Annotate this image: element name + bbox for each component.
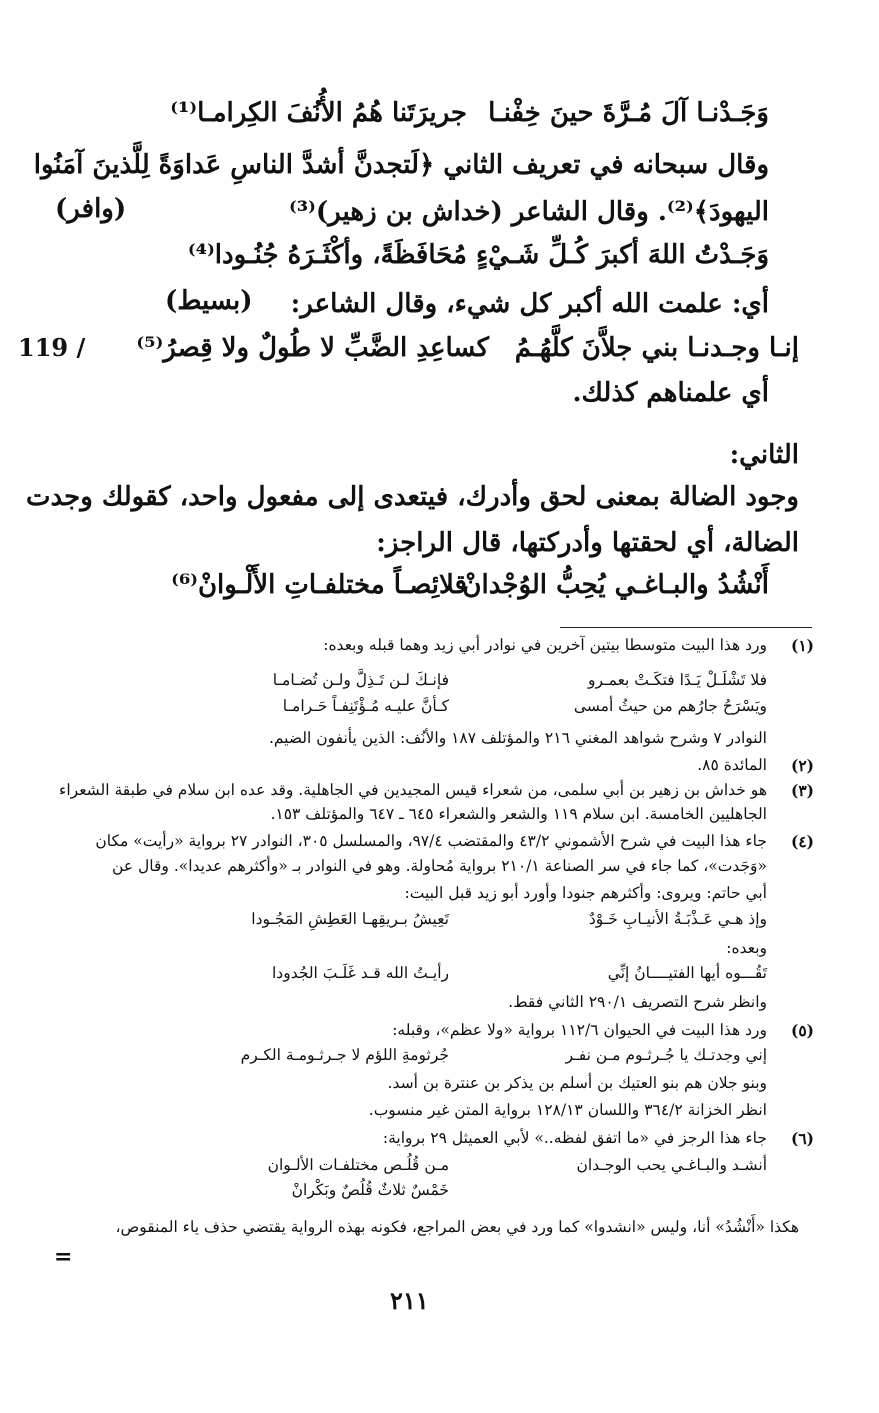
footnote-separator bbox=[560, 627, 812, 628]
verse-3-right: إنـا وجـدنـا بني جلاَّنَ كلَّهُـمُ bbox=[514, 333, 799, 363]
footnote-2-label: (٢) bbox=[790, 756, 814, 775]
footnote-1-verse-2-right: ويَسْرَحُ جارُهم من حيثُ أمسى bbox=[573, 697, 767, 715]
footnote-3-label: (٣) bbox=[790, 781, 814, 800]
verse-1-left: جريرَتَنا هُمُ الأُنُفَ الكِرامـا⁽¹⁾ bbox=[170, 98, 467, 128]
footnote-4-verse-2-left: رأيـتُ الله قـد غَلَـبَ الجُدودا bbox=[272, 964, 449, 982]
footnote-1-label: (١) bbox=[790, 636, 814, 655]
para-line-2: الضالة، أي لحقتها وأدركتها، قال الراجز: bbox=[376, 528, 799, 558]
footnote-6-label: (٦) bbox=[790, 1129, 814, 1148]
footnote-6-line-2: هكذا «أَنْشُدُ» أنا، وليس «انشدوا» كما ورد في بعض المراجع، فكونه بهذه الرواية يقتضي حذف ياء المنقوص، bbox=[115, 1218, 799, 1236]
footnote-6-verse-2: خَمْسٌ ثلاثٌ قُلُصٌ وبَكْرانْ bbox=[291, 1181, 449, 1199]
marginal-page-ref: 119 / bbox=[18, 333, 86, 362]
footnote-6-verse-1-left: مـن قُلُـص مختلفـات الألـوان bbox=[267, 1156, 449, 1174]
page-number: ٢١١ bbox=[390, 1286, 429, 1315]
footnote-4-verse-1-right: وإذ هـي عَـذْبَـةُ الأنيـابِ خَـوْدٌ bbox=[588, 910, 767, 928]
footnote-1-verse-1-right: فلا تَشْلَـلْ يَـدًا فتكَـتْ بعمـرو bbox=[588, 671, 767, 689]
footnote-4-source: وانظر شرح التصريف ٢٩٠/١ الثاني فقط. bbox=[508, 993, 767, 1011]
footnote-4-verse-2-right: تَقُـــوه أيها الفتيــــانُ إنِّي bbox=[607, 964, 767, 982]
main-line-2: وقال سبحانه في تعريف الثاني ﴿لَتجدنَّ أشدَّ الناسِ عَداوَةً لِلَّذينَ آمَنُوا bbox=[33, 150, 769, 180]
footnote-1-source: النوادر ٧ وشرح شواهد المغني ٢١٦ والمؤتلف ١٨٧ والأنُف: الذين يأنفون الضيم. bbox=[268, 729, 767, 747]
continuation-mark: = bbox=[54, 1244, 73, 1270]
footnote-4-line-2: «وَجَدت»، كما جاء في سر الصناعة ٢١٠/١ برواية مُحاولة. وهو في النوادر بـ «وأكثرهم عديدا». وقال عن bbox=[112, 857, 767, 875]
footnote-1-verse-1-left: فإنـكَ لـن تَـذِلَّ ولـن تُضـامـا bbox=[272, 671, 449, 689]
footnote-3-line-1: هو خداش بن زهير بن أبي سلمى، من شعراء قيس المجيدين في الجاهلية. وقد عده ابن سلام في طبقة الشعراء bbox=[59, 781, 767, 799]
meter-label-basit: (بسيط) bbox=[165, 286, 253, 316]
footnote-6-line-1: جاء هذا الرجز في «ما اتفق لفظه..» لأبي العميثل ٢٩ برواية: bbox=[382, 1129, 767, 1147]
footnote-5-verse-1-left: جُرثومةِ اللؤم لا جـرثـومـة الكـرم bbox=[240, 1046, 449, 1064]
main-line-7: أي علمناهم كذلك. bbox=[572, 378, 769, 408]
para-line-1: وجود الضالة بمعنى لحق وأدرك، فيتعدى إلى مفعول واحد، كقولك وجدت bbox=[26, 482, 799, 512]
section-heading: الثاني: bbox=[729, 440, 799, 470]
main-line-3: اليهودَ﴾⁽²⁾. وقال الشاعر (خداش بن زهير)⁽³⁾ bbox=[289, 197, 769, 227]
footnote-2-text: المائدة ٨٥. bbox=[697, 756, 767, 774]
footnote-4-line-1: جاء هذا البيت في شرح الأشموني ٤٣/٢ والمقتضب ٩٧/٤، والمسلسل ٣٠٥، النوادر ٢٧ برواية «رأيت» مكان bbox=[95, 832, 767, 850]
footnote-1-verse-2-left: كـأنَّ عليـه مُـؤْتَنِفـاً حَـرامـا bbox=[282, 697, 449, 715]
verse-2-right: وَجَـدْتُ اللهَ أكبرَ كُـلِّ شَـيْءٍ bbox=[475, 240, 769, 270]
footnote-4-line-3: أبي حاتم: ويروى: وأكثرهم جنودا وأورد أبو زيد قبل البيت: bbox=[404, 884, 767, 902]
verse-4-right: أَنْشُدُ والبـاغـي يُحِبُّ الوُجْدانْ bbox=[462, 570, 769, 600]
footnote-1-text: ورد هذا البيت متوسطا بيتين آخرين في نوادر أبي زيد وهما قبله وبعده: bbox=[323, 636, 767, 654]
footnote-4-verse-1-left: تَعِيشُ بـريقِهـا العَطِشِ المَجُـودا bbox=[251, 910, 449, 928]
verse-2-left: مُحَافَظَةً، وأكْثَـرَهُ جُنُـودا⁽⁴⁾ bbox=[187, 240, 467, 270]
footnote-6-verse-1-right: أنشـد والبـاغـي يحب الوجـدان bbox=[576, 1156, 767, 1174]
footnote-3-line-2: الجاهليين الخامسة. ابن سلام ١١٩ والشعر والشعراء ٦٤٥ ـ ٦٤٧ والمؤتلف ١٥٣. bbox=[270, 805, 767, 823]
verse-4-left: قلائِصـاً مختلفـاتِ الأَلْـوانْ⁽⁶⁾ bbox=[171, 570, 467, 600]
verse-1-right: وَجَـدْنـا آلَ مُـرَّةَ حينَ خِفْنـا bbox=[488, 98, 769, 128]
verse-3-left: كساعِدِ الضَّبِّ لا طُولٌ ولا قِصرُ⁽⁵⁾ bbox=[136, 333, 489, 363]
footnote-5-line-1: ورد هذا البيت في الحيوان ١١٢/٦ برواية «ولا عظم»، وقبله: bbox=[392, 1021, 767, 1039]
main-line-5: أي: علمت الله أكبر كل شيء، وقال الشاعر: bbox=[290, 289, 769, 319]
footnote-4-label: (٤) bbox=[790, 832, 814, 851]
footnote-5-verse-1-right: إني وجدتـك يا جُـرثـوم مـن نفـر bbox=[565, 1046, 767, 1064]
footnote-5-label: (٥) bbox=[790, 1021, 814, 1040]
footnote-4-after: وبعده: bbox=[726, 939, 767, 957]
footnote-5-line-3: انظر الخزانة ٣٦٤/٢ واللسان ١٢٨/١٣ برواية المتن غير منسوب. bbox=[368, 1101, 767, 1119]
footnote-5-line-2: وبنو جلان هم بنو العتيك بن أسلم بن يذكر بن عنترة بن أسد. bbox=[387, 1074, 767, 1092]
meter-label-wafir: (وافر) bbox=[55, 194, 127, 224]
